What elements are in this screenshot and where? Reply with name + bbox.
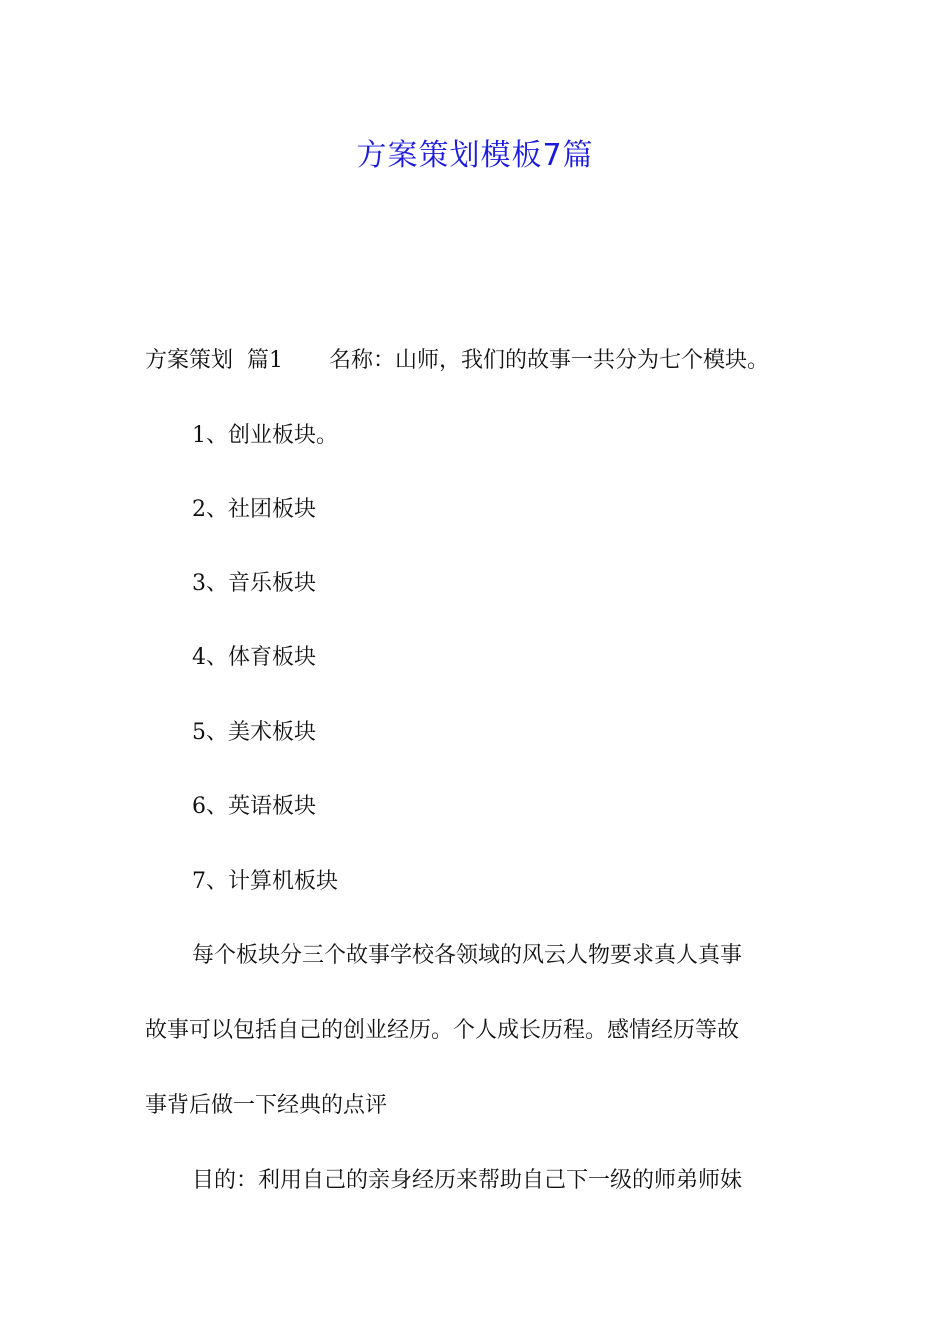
purpose-line: 目的：利用自己的亲身经历来帮助自己下一级的师弟师妹 <box>192 1168 743 1193</box>
section-label: 方案策划 篇1 <box>145 348 283 373</box>
module-item: 7、计算机板块 <box>192 869 338 894</box>
module-item: 1、创业板块。 <box>192 423 338 448</box>
module-item: 2、社团板块 <box>192 497 316 522</box>
module-item: 3、音乐板块 <box>192 571 316 596</box>
document-title: 方案策划模板7篇 <box>356 138 594 173</box>
description-line: 每个板块分三个故事学校各领域的风云人物要求真人真事 <box>192 943 743 968</box>
module-item: 5、美术板块 <box>192 720 316 745</box>
description-line: 故事可以包括自己的创业经历。个人成长历程。感情经历等故 <box>145 1018 740 1043</box>
intro-text: 名称：山师，我们的故事一共分为七个模块。 <box>328 348 769 373</box>
section-heading-line <box>145 346 769 376</box>
module-item: 4、体育板块 <box>192 645 316 670</box>
module-item: 6、英语板块 <box>192 794 316 819</box>
description-line: 事背后做一下经典的点评 <box>145 1093 388 1118</box>
